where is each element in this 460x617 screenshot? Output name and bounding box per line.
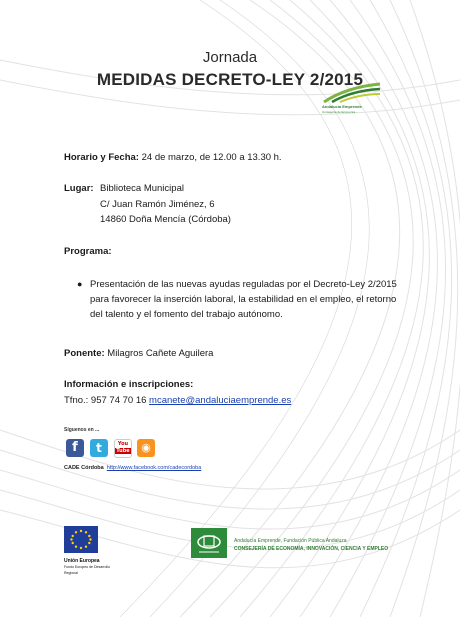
- email-link[interactable]: mcanete@andaluciaemprende.es: [149, 395, 292, 406]
- place-line3: 14860 Doña Mencía (Córdoba): [100, 214, 231, 225]
- eu-flag-icon: [64, 526, 98, 553]
- follow-us-text: Síguenos en ...: [64, 427, 100, 433]
- junta-line1: Andalucía Emprende, Fundación Pública Andaluza: [234, 538, 347, 544]
- program-label: Programa:: [64, 246, 112, 257]
- youtube-icon[interactable]: You Tube: [114, 439, 132, 458]
- facebook-link[interactable]: http://www.facebook.com/cadecordoba: [106, 465, 202, 471]
- info-label: Información e inscripciones:: [64, 379, 194, 390]
- junta-andalucia-logo: [191, 528, 227, 558]
- datetime-value: 24 de marzo, de 12.00 a 13.30 h.: [138, 152, 282, 163]
- event-main-title: MEDIDAS DECRETO-LEY 2/2015: [96, 70, 364, 89]
- speaker-value: Milagros Cañete Aguilera: [104, 348, 214, 359]
- phone-text: Tfno.: 957 74 70 16: [64, 395, 147, 406]
- eu-title: Unión Europea: [64, 558, 100, 564]
- junta-caption: [234, 537, 388, 553]
- contact-line: [64, 393, 291, 408]
- place-label: Lugar:: [64, 183, 94, 194]
- bullet-icon: ●: [77, 279, 83, 289]
- datetime-line: [64, 150, 282, 165]
- junta-emblem-icon: [191, 528, 227, 558]
- place-line2: C/ Juan Ramón Jiménez, 6: [100, 199, 215, 210]
- rss-icon[interactable]: ◉: [137, 439, 155, 457]
- facebook-icon[interactable]: f: [66, 439, 84, 457]
- junta-line2: CONSEJERÍA DE ECONOMÍA, INNOVACIÓN, CIENCIA Y EMPLEO: [234, 546, 389, 552]
- speaker-label: Ponente:: [64, 348, 105, 359]
- logo-line2: Consejería de Economía...: [322, 110, 358, 114]
- event-type-title: Jornada: [202, 49, 258, 66]
- logo-line1: Andalucía Emprende: [322, 104, 362, 109]
- place-line1: Biblioteca Municipal: [100, 183, 184, 194]
- cade-line: [64, 465, 201, 471]
- andalucia-emprende-logo: [314, 82, 382, 122]
- leaf-swoosh-icon: [314, 82, 382, 104]
- twitter-icon[interactable]: t: [90, 439, 108, 457]
- eu-stars-icon: [64, 526, 98, 553]
- cade-label: CADE Córdoba: [64, 465, 104, 471]
- eu-subtitle: Fondo Europeo de Desarrollo Regional: [64, 565, 110, 575]
- datetime-label: Horario y Fecha:: [64, 152, 139, 163]
- eu-caption: [64, 558, 114, 576]
- program-item: Presentación de las nuevas ayudas reguladas por el Decreto-Ley 2/2015 para favorecer la inserción laboral, la estabilidad en el empleo, el retorno del talento y el fomento del trabajo autónomo.: [90, 279, 397, 320]
- speaker-line: [64, 346, 213, 361]
